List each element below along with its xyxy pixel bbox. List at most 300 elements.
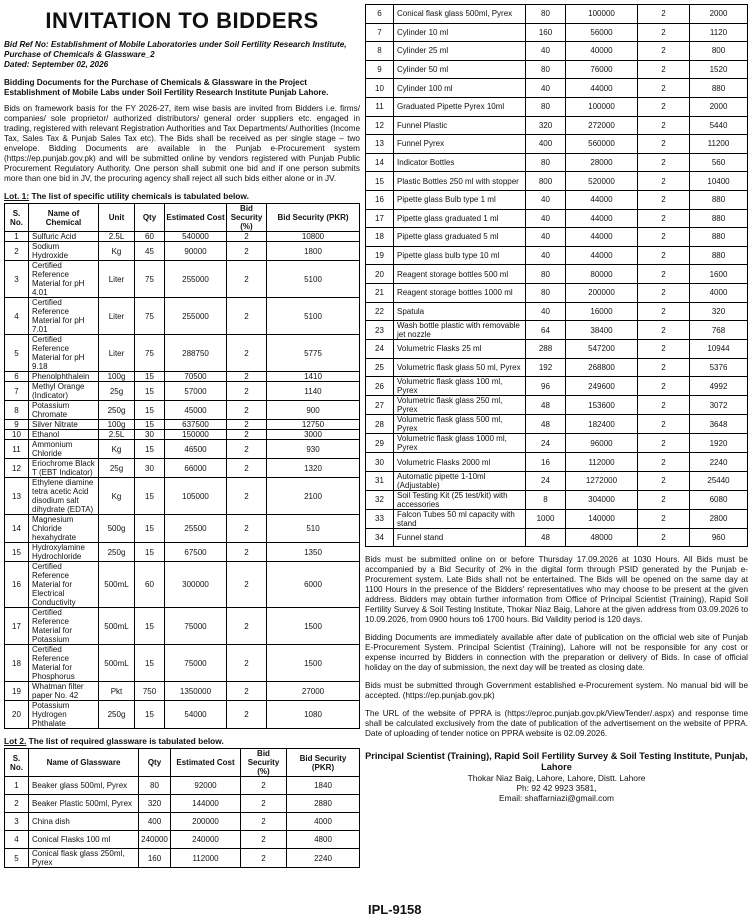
table-cell: 140000 [566,509,638,528]
table-row [5,795,360,813]
table-cell: 40 [526,190,566,209]
email-address: Email: shaffarniazi@gmail.com [499,793,614,804]
table-cell: 19 [5,682,29,701]
table-cell: 15 [135,478,165,515]
table-cell: 192 [526,358,566,377]
table-cell: 56000 [566,23,638,42]
table-cell: 153600 [566,396,638,415]
table-cell: Beaker glass 500ml, Pyrex [29,777,139,795]
table-row [366,172,748,191]
table-cell: 5 [5,335,29,372]
table-cell: 112000 [171,849,241,868]
table-cell: Whatman filter paper No. 42 [29,682,99,701]
table-cell: Certified Reference Material for Potassium [29,608,99,645]
section-heading: Bidding Documents for the Purchase of Chemicals & Glassware in the Project Establishment of Mobile Labs under Soil Fertility Research Institute Punjab Lahore. [4,78,329,97]
table-cell: 21 [366,283,394,302]
table-cell: 160 [526,23,566,42]
table-row [5,382,360,401]
table-cell: 12 [5,459,29,478]
table-cell: 100000 [566,97,638,116]
table-cell: Funnel Pyrex [394,135,526,154]
table-cell: 66000 [165,459,227,478]
table-cell: 30 [366,453,394,472]
table-cell: 60 [135,562,165,608]
table-cell: 80 [526,265,566,284]
table-cell: 250g [99,543,135,562]
table-cell: 2 [638,434,690,453]
date-line: Dated: September 02, 2026 [4,60,109,69]
table-cell: Reagent storage bottles 1000 ml [394,283,526,302]
table-cell: 12 [366,116,394,135]
table-cell: 6000 [267,562,360,608]
table-cell: 5100 [267,298,360,335]
table-cell: 3000 [267,430,360,440]
table-cell: 45 [135,242,165,261]
table-cell: 1120 [690,23,748,42]
table-cell: Pipette glass Bulb type 1 ml [394,190,526,209]
table-cell: 1600 [690,265,748,284]
table-cell: 11 [5,440,29,459]
table-cell: 16 [5,562,29,608]
table-cell: 2240 [690,453,748,472]
table-row [5,232,360,242]
table-cell: 768 [690,321,748,340]
table-cell: 15 [366,172,394,191]
table-row [5,849,360,868]
table-cell: 10 [366,79,394,98]
table-cell: 4 [5,831,29,849]
table-cell: Volumetric flask glass 100 ml, Pyrex [394,377,526,396]
table-row [366,471,748,490]
table-cell: Cylinder 100 ml [394,79,526,98]
table-cell: 7 [366,23,394,42]
table-cell: 182400 [566,415,638,434]
table-cell: 2 [227,608,267,645]
table-row [366,340,748,359]
table-cell: 40 [526,209,566,228]
table-cell: 24 [526,434,566,453]
table-cell: 70500 [165,372,227,382]
intro-paragraph: Bids on framework basis for the FY 2026-27, item wise basis are invited from Bidders i.e. firms/ companies/ sole proprietor/ authorized distributors/ general order suppliers etc. engaged in trading, registered with relevant Registration Authorities and Tax Departments/ Authorities (Income Tax, Sales Tax & Punjab Sales Tax etc). The Bids shall be received as per single stage – two envelope. Bidding Documents are available in the Punjab e-Procurement system (https://ep.punjab.gov.pk) and will be submitted online by vendors registered with Punjab Public Procurement Regulatory Authority. One person shall submit one bid and if one person submits more than one bid in JV, the procuring agency shall reject all such bids either alone or in JV. [4,104,360,183]
table-cell: Liter [99,298,135,335]
table-cell: Methyl Orange (Indicator) [29,382,99,401]
table-cell: 2 [638,528,690,547]
table-row [5,261,360,298]
table-row [5,608,360,645]
table-cell: 1840 [287,777,360,795]
table-cell: 2 [638,453,690,472]
table-cell: 500mL [99,608,135,645]
table-cell: China dish [29,813,139,831]
table-cell: 5 [5,849,29,868]
table-cell: Hydroxylamine Hydrochloride [29,543,99,562]
table-cell: Conical Flasks 100 ml [29,831,139,849]
table-cell: 880 [690,79,748,98]
table-cell: Plastic Bottles 250 ml with stopper [394,172,526,191]
table-cell: 2000 [690,97,748,116]
table-cell: 25g [99,459,135,478]
table-cell: 2 [638,228,690,247]
table-row [366,358,748,377]
col-cost: Estimated Cost [165,204,227,232]
table-cell: Phenolphthalein [29,372,99,382]
table-row [366,321,748,340]
table-cell: 288 [526,340,566,359]
table-cell: 80000 [566,265,638,284]
table-cell: 8 [366,42,394,61]
table-cell: 4 [5,298,29,335]
table-cell: 10800 [267,232,360,242]
lot1-label: Lot. 1: [4,191,30,201]
table-cell: 25440 [690,471,748,490]
table-row [366,190,748,209]
bids-paragraph-2: Bidding Documents are immediately available after date of publication on the official web site of Punjab E-Procurement System. Principal Scientist (Training), Lahore will not be responsible for any cost or expense incurred by Bidders in connection with the preparation or delivery of Bids. In case of official holiday on the day of submission, the next day will be treated as closing date. [365,633,748,673]
table-cell: 2 [638,302,690,321]
table-cell: 240000 [171,831,241,849]
table-cell: 637500 [165,420,227,430]
table-cell: 24 [526,471,566,490]
table-cell: 80 [526,283,566,302]
glassware-table-right [365,4,748,547]
table-cell: Conical flask glass 250ml, Pyrex [29,849,139,868]
table-cell: 112000 [566,453,638,472]
table-cell: 4000 [690,283,748,302]
table-cell: 4800 [287,831,360,849]
table-cell: 800 [690,42,748,61]
table-cell: Sulfuric Acid [29,232,99,242]
table-row [366,60,748,79]
table-cell: 1800 [267,242,360,261]
table-cell: 3 [5,813,29,831]
table-cell: 75 [135,335,165,372]
table-cell: 2 [638,5,690,24]
table-cell: 2 [227,420,267,430]
table-cell: 6080 [690,490,748,509]
table-row [366,228,748,247]
table-cell: 3 [5,261,29,298]
table-cell: 880 [690,246,748,265]
phone-number: Ph: 92 42 9923 3581, [516,783,597,794]
table-cell: Volumetric flask glass 250 ml, Pyrex [394,396,526,415]
table-cell: 15 [135,515,165,543]
table-cell: 2.5L [99,232,135,242]
table-cell: 45000 [165,401,227,420]
table-cell: Spatula [394,302,526,321]
left-column [4,4,360,868]
table-cell: 29 [366,434,394,453]
table-cell: 90000 [165,242,227,261]
lot2-label: Lot 2. [4,736,27,746]
table-cell: Graduated Pipette Pyrex 10ml [394,97,526,116]
table-cell: 400 [139,813,171,831]
table-cell: 6 [5,372,29,382]
table-cell: 10944 [690,340,748,359]
table-cell: 3648 [690,415,748,434]
table-cell: 96 [526,377,566,396]
table-cell: 11 [366,97,394,116]
table-cell: 304000 [566,490,638,509]
table-cell: Indicator Bottles [394,153,526,172]
table-cell: 1520 [690,60,748,79]
table-cell: 26 [366,377,394,396]
table-cell: 2.5L [99,430,135,440]
table-cell: 200000 [566,283,638,302]
table-cell: 240000 [139,831,171,849]
table-cell: 2 [5,242,29,261]
col-cost: Estimated Cost [171,749,241,777]
table-cell: Reagent storage bottles 500 ml [394,265,526,284]
table-cell: 25500 [165,515,227,543]
table-cell: 17 [366,209,394,228]
table-cell: 13 [5,478,29,515]
table-cell: Silver Nitrate [29,420,99,430]
table-row [366,116,748,135]
table-cell: 38400 [566,321,638,340]
table-cell: 1500 [267,645,360,682]
table-cell: 48 [526,396,566,415]
table-cell: 5376 [690,358,748,377]
table-cell: Volumetric Flasks 2000 ml [394,453,526,472]
table-cell: Kg [99,478,135,515]
table-cell: 14 [5,515,29,543]
table-row [366,23,748,42]
table-row [366,135,748,154]
table-row [366,490,748,509]
table-cell: Conical flask glass 500ml, Pyrex [394,5,526,24]
table-cell: 12750 [267,420,360,430]
table-cell: 268800 [566,358,638,377]
table-cell: 900 [267,401,360,420]
bids-paragraph-4: The URL of the website of PPRA is (https://eproc.punjab.gov.pk/ViewTender/.aspx) and response time shall be calculated exclusively from the date of publication of the advertisement on the website of PPRA. Date of uploading of tender notice on PPRA website is 02.09.2026. [365,709,748,739]
table-cell: 2 [227,232,267,242]
table-cell: 18 [366,228,394,247]
ipl-number: IPL-9158 [368,902,422,917]
table-cell: 25g [99,382,135,401]
table-cell: Certified Reference Material for pH 4.01 [29,261,99,298]
glassware-table-left [4,748,360,868]
table-row [5,562,360,608]
table-row [366,265,748,284]
table-cell: 9 [366,60,394,79]
bids-paragraph-3: Bids must be submitted through Government established e-Procurement system. No manual bid will be accepted. (https://ep.punjab.gov.pk) [365,681,748,701]
table-cell: 76000 [566,60,638,79]
table-cell: 18 [5,645,29,682]
table-cell: 75000 [165,645,227,682]
table-cell: 2 [227,562,267,608]
table-cell: 255000 [165,261,227,298]
table-row [5,459,360,478]
table-cell: 2 [241,831,287,849]
table-cell: 40 [526,79,566,98]
table-row [366,302,748,321]
table-row [366,97,748,116]
table-cell: 5100 [267,261,360,298]
table-cell: 100000 [566,5,638,24]
table-cell: 2 [638,490,690,509]
col-sno: S. No. [5,204,29,232]
table-cell: 2 [227,440,267,459]
table-cell: 28 [366,415,394,434]
table-cell: Ammonium Chloride [29,440,99,459]
table-row [5,401,360,420]
table-cell: 255000 [165,298,227,335]
table-cell: 80 [526,97,566,116]
table-cell: 5440 [690,116,748,135]
table-cell: 250g [99,401,135,420]
table-cell: 15 [5,543,29,562]
col-security-pct: Bid Security (%) [227,204,267,232]
table-cell: 80 [139,777,171,795]
table-cell: 2 [241,777,287,795]
table-cell: Volumetric flask glass 50 ml, Pyrex [394,358,526,377]
table-cell: 2 [227,478,267,515]
table-cell: 500mL [99,562,135,608]
table-cell: 2 [638,377,690,396]
table-cell: 40 [526,302,566,321]
table-cell: 75 [135,298,165,335]
table-row [366,415,748,434]
table-cell: 2 [638,79,690,98]
table-cell: 2 [227,372,267,382]
table-cell: 100g [99,420,135,430]
table-cell: 44000 [566,228,638,247]
table-cell: Certified Reference Material for pH 7.01 [29,298,99,335]
table-cell: 510 [267,515,360,543]
table-cell: Cylinder 25 ml [394,42,526,61]
table-cell: 880 [690,228,748,247]
table-cell: 540000 [165,232,227,242]
table-cell: 40 [526,42,566,61]
table-cell: 2 [638,209,690,228]
table-cell: 1140 [267,382,360,401]
table-cell: Pipette glass graduated 1 ml [394,209,526,228]
table-cell: 11200 [690,135,748,154]
table-cell: 48000 [566,528,638,547]
table-cell: 15 [135,382,165,401]
table-cell: 75000 [165,608,227,645]
table-cell: 560000 [566,135,638,154]
table-cell: 2 [227,401,267,420]
table-cell: 2 [227,645,267,682]
table-cell: 2 [227,261,267,298]
table-row [366,377,748,396]
table-cell: Sodium Hydroxide [29,242,99,261]
table-cell: 2 [638,190,690,209]
table-cell: 28000 [566,153,638,172]
table-cell: Beaker Plastic 500ml, Pyrex [29,795,139,813]
table-row [5,440,360,459]
table-cell: 15 [135,372,165,382]
table-row [366,434,748,453]
table-cell: 54000 [165,701,227,729]
table-cell: 2 [638,60,690,79]
table-cell: 272000 [566,116,638,135]
table-cell: 2 [241,813,287,831]
table-cell: 2 [638,415,690,434]
table-row [5,701,360,729]
table-cell: 2 [638,135,690,154]
col-sno: S. No. [5,749,29,777]
table-cell: 200000 [171,813,241,831]
organization-address: Thokar Niaz Baig, Lahore, Lahore, Distt. Lahore [467,773,646,784]
table-cell: Automatic pipette 1-10ml (Adjustable) [394,471,526,490]
table-cell: 2 [638,172,690,191]
table-cell: 2 [638,471,690,490]
table-cell: Volumetric flask glass 500 ml, Pyrex [394,415,526,434]
table-cell: 2 [638,358,690,377]
table-cell: 320 [690,302,748,321]
lot2-caption [4,736,360,746]
table-cell: 880 [690,190,748,209]
table-cell: 1080 [267,701,360,729]
table-cell: Falcon Tubes 50 ml capacity with stand [394,509,526,528]
table-cell: 15 [135,645,165,682]
chemicals-table [4,203,360,729]
table-cell: 105000 [165,478,227,515]
table-cell: 2 [638,509,690,528]
table-cell: 27000 [267,682,360,701]
table-cell: 30 [135,430,165,440]
col-qty: Qty [135,204,165,232]
table-cell: 2 [227,335,267,372]
table-cell: 1000 [526,509,566,528]
table-header-row [5,204,360,232]
table-row [5,543,360,562]
table-cell: 2 [227,242,267,261]
table-row [5,682,360,701]
table-cell: 2 [638,23,690,42]
col-qty: Qty [139,749,171,777]
table-row [366,42,748,61]
table-cell: 44000 [566,209,638,228]
col-security-pkr: Bid Security (PKR) [287,749,360,777]
table-cell: 560 [690,153,748,172]
bids-paragraph-1: Bids must be submitted online on or before Thursday 17.09.2026 at 1030 Hours. All Bids must be accompanied by a Bid Security of 2% in the digital form through PSID generated by the Punjab e-Procurement system. Late Bids shall not be entertained. The Bids will be opened on the same day at 1100 Hours in the presence of the Bidders' representatives who may choose to be present at the given address. Bidders may obtain further information from Office of Principal Scientist (Training), Rapid Soil Fertility Survey & Soil Testing Institute, Thokar Niaz Baig, Lahore at the given address from 03.09.2026 to 10.09.2026, from 0900 hours to6 1700 hours. Bid Validity period is 120 days. [365,555,748,625]
table-cell: 44000 [566,190,638,209]
table-cell: 1 [5,777,29,795]
table-cell: Pkt [99,682,135,701]
col-unit: Unit [99,204,135,232]
table-cell: 32 [366,490,394,509]
table-cell: 10 [5,430,29,440]
table-row [5,420,360,430]
table-cell: Volumetric Flasks 25 ml [394,340,526,359]
table-cell: 25 [366,358,394,377]
table-cell: 31 [366,471,394,490]
table-cell: 80 [526,60,566,79]
table-cell: 2 [227,701,267,729]
table-cell: 92000 [171,777,241,795]
table-cell: 1410 [267,372,360,382]
table-cell: 15 [135,608,165,645]
table-cell: 27 [366,396,394,415]
table-cell: 24 [366,340,394,359]
table-cell: 930 [267,440,360,459]
table-cell: 44000 [566,79,638,98]
table-cell: 15 [135,401,165,420]
table-cell: 15 [135,420,165,430]
table-cell: Pipette glass graduated 5 ml [394,228,526,247]
table-row [366,153,748,172]
table-cell: Potassium Chromate [29,401,99,420]
table-cell: 288750 [165,335,227,372]
table-row [366,509,748,528]
table-cell: 2 [638,396,690,415]
table-row [5,645,360,682]
table-cell: 2 [227,515,267,543]
table-cell: Ethylene diamine tetra acetic Acid disodium salt dihydrate (EDTA) [29,478,99,515]
table-cell: Ethanol [29,430,99,440]
